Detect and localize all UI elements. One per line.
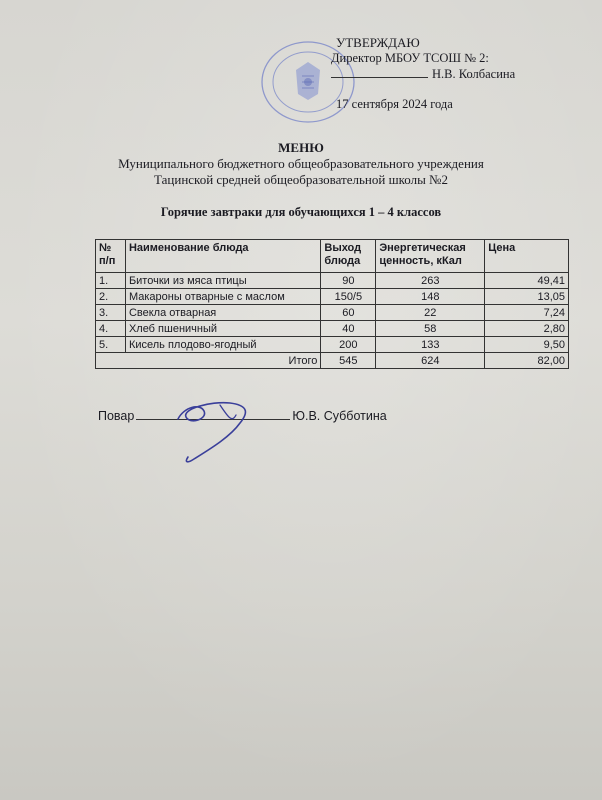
dish-yield: 90 <box>321 273 376 289</box>
dish-name: Биточки из мяса птицы <box>125 273 320 289</box>
approval-date: 17 сентября 2024 года <box>336 97 453 111</box>
menu-table <box>95 239 569 369</box>
total-yield: 545 <box>321 353 376 369</box>
approval-heading: УТВЕРЖДАЮ <box>336 35 420 50</box>
table-total-row <box>96 353 569 369</box>
dish-name: Кисель плодово-ягодный <box>125 337 320 353</box>
menu-title: МЕНЮ <box>278 140 324 155</box>
row-number: 4. <box>96 321 126 337</box>
table-header-row <box>96 240 569 273</box>
dish-name: Свекла отварная <box>125 305 320 321</box>
dish-price: 13,05 <box>485 289 569 305</box>
approval-position: Директор МБОУ ТСОШ № 2: <box>331 51 489 65</box>
dish-yield: 200 <box>321 337 376 353</box>
row-number: 1. <box>96 273 126 289</box>
total-label: Итого <box>96 353 321 369</box>
header-price: Цена <box>485 240 569 273</box>
dish-yield: 60 <box>321 305 376 321</box>
total-energy: 624 <box>376 353 485 369</box>
approval-signature-line <box>331 67 515 82</box>
dish-price: 7,24 <box>485 305 569 321</box>
dish-energy: 148 <box>376 289 485 305</box>
total-price: 82,00 <box>485 353 569 369</box>
approval-signer: Н.В. Колбасина <box>432 67 516 81</box>
row-number: 2. <box>96 289 126 305</box>
dish-energy: 58 <box>376 321 485 337</box>
table-row <box>96 337 569 353</box>
header-number: № п/п <box>96 240 126 273</box>
cook-signature <box>160 393 280 465</box>
header-dish: Наименование блюда <box>125 240 320 273</box>
table-row <box>96 289 569 305</box>
organization-line-2: Тацинской средней общеобразовательной школы №2 <box>154 172 448 187</box>
dish-name: Хлеб пшеничный <box>125 321 320 337</box>
menu-subtitle: Горячие завтраки для обучающихся 1 – 4 классов <box>160 205 442 219</box>
dish-price: 9,50 <box>485 337 569 353</box>
row-number: 5. <box>96 337 126 353</box>
dish-energy: 22 <box>376 305 485 321</box>
dish-energy: 133 <box>376 337 485 353</box>
table-row <box>96 273 569 289</box>
dish-price: 2,80 <box>485 321 569 337</box>
row-number: 3. <box>96 305 126 321</box>
dish-name: Макароны отварные с маслом <box>125 289 320 305</box>
dish-yield: 40 <box>321 321 376 337</box>
dish-energy: 263 <box>376 273 485 289</box>
signature-blank <box>331 67 428 78</box>
header-energy: Энергетическая ценность, кКал <box>376 240 485 273</box>
organization-line-1: Муниципального бюджетного общеобразовательного учреждения <box>118 156 484 171</box>
cook-label: Повар <box>98 409 135 423</box>
dish-price: 49,41 <box>485 273 569 289</box>
header-yield: Выход блюда <box>321 240 376 273</box>
table-row <box>96 321 569 337</box>
table-row <box>96 305 569 321</box>
cook-name: Ю.В. Субботина <box>292 409 387 423</box>
dish-yield: 150/5 <box>321 289 376 305</box>
